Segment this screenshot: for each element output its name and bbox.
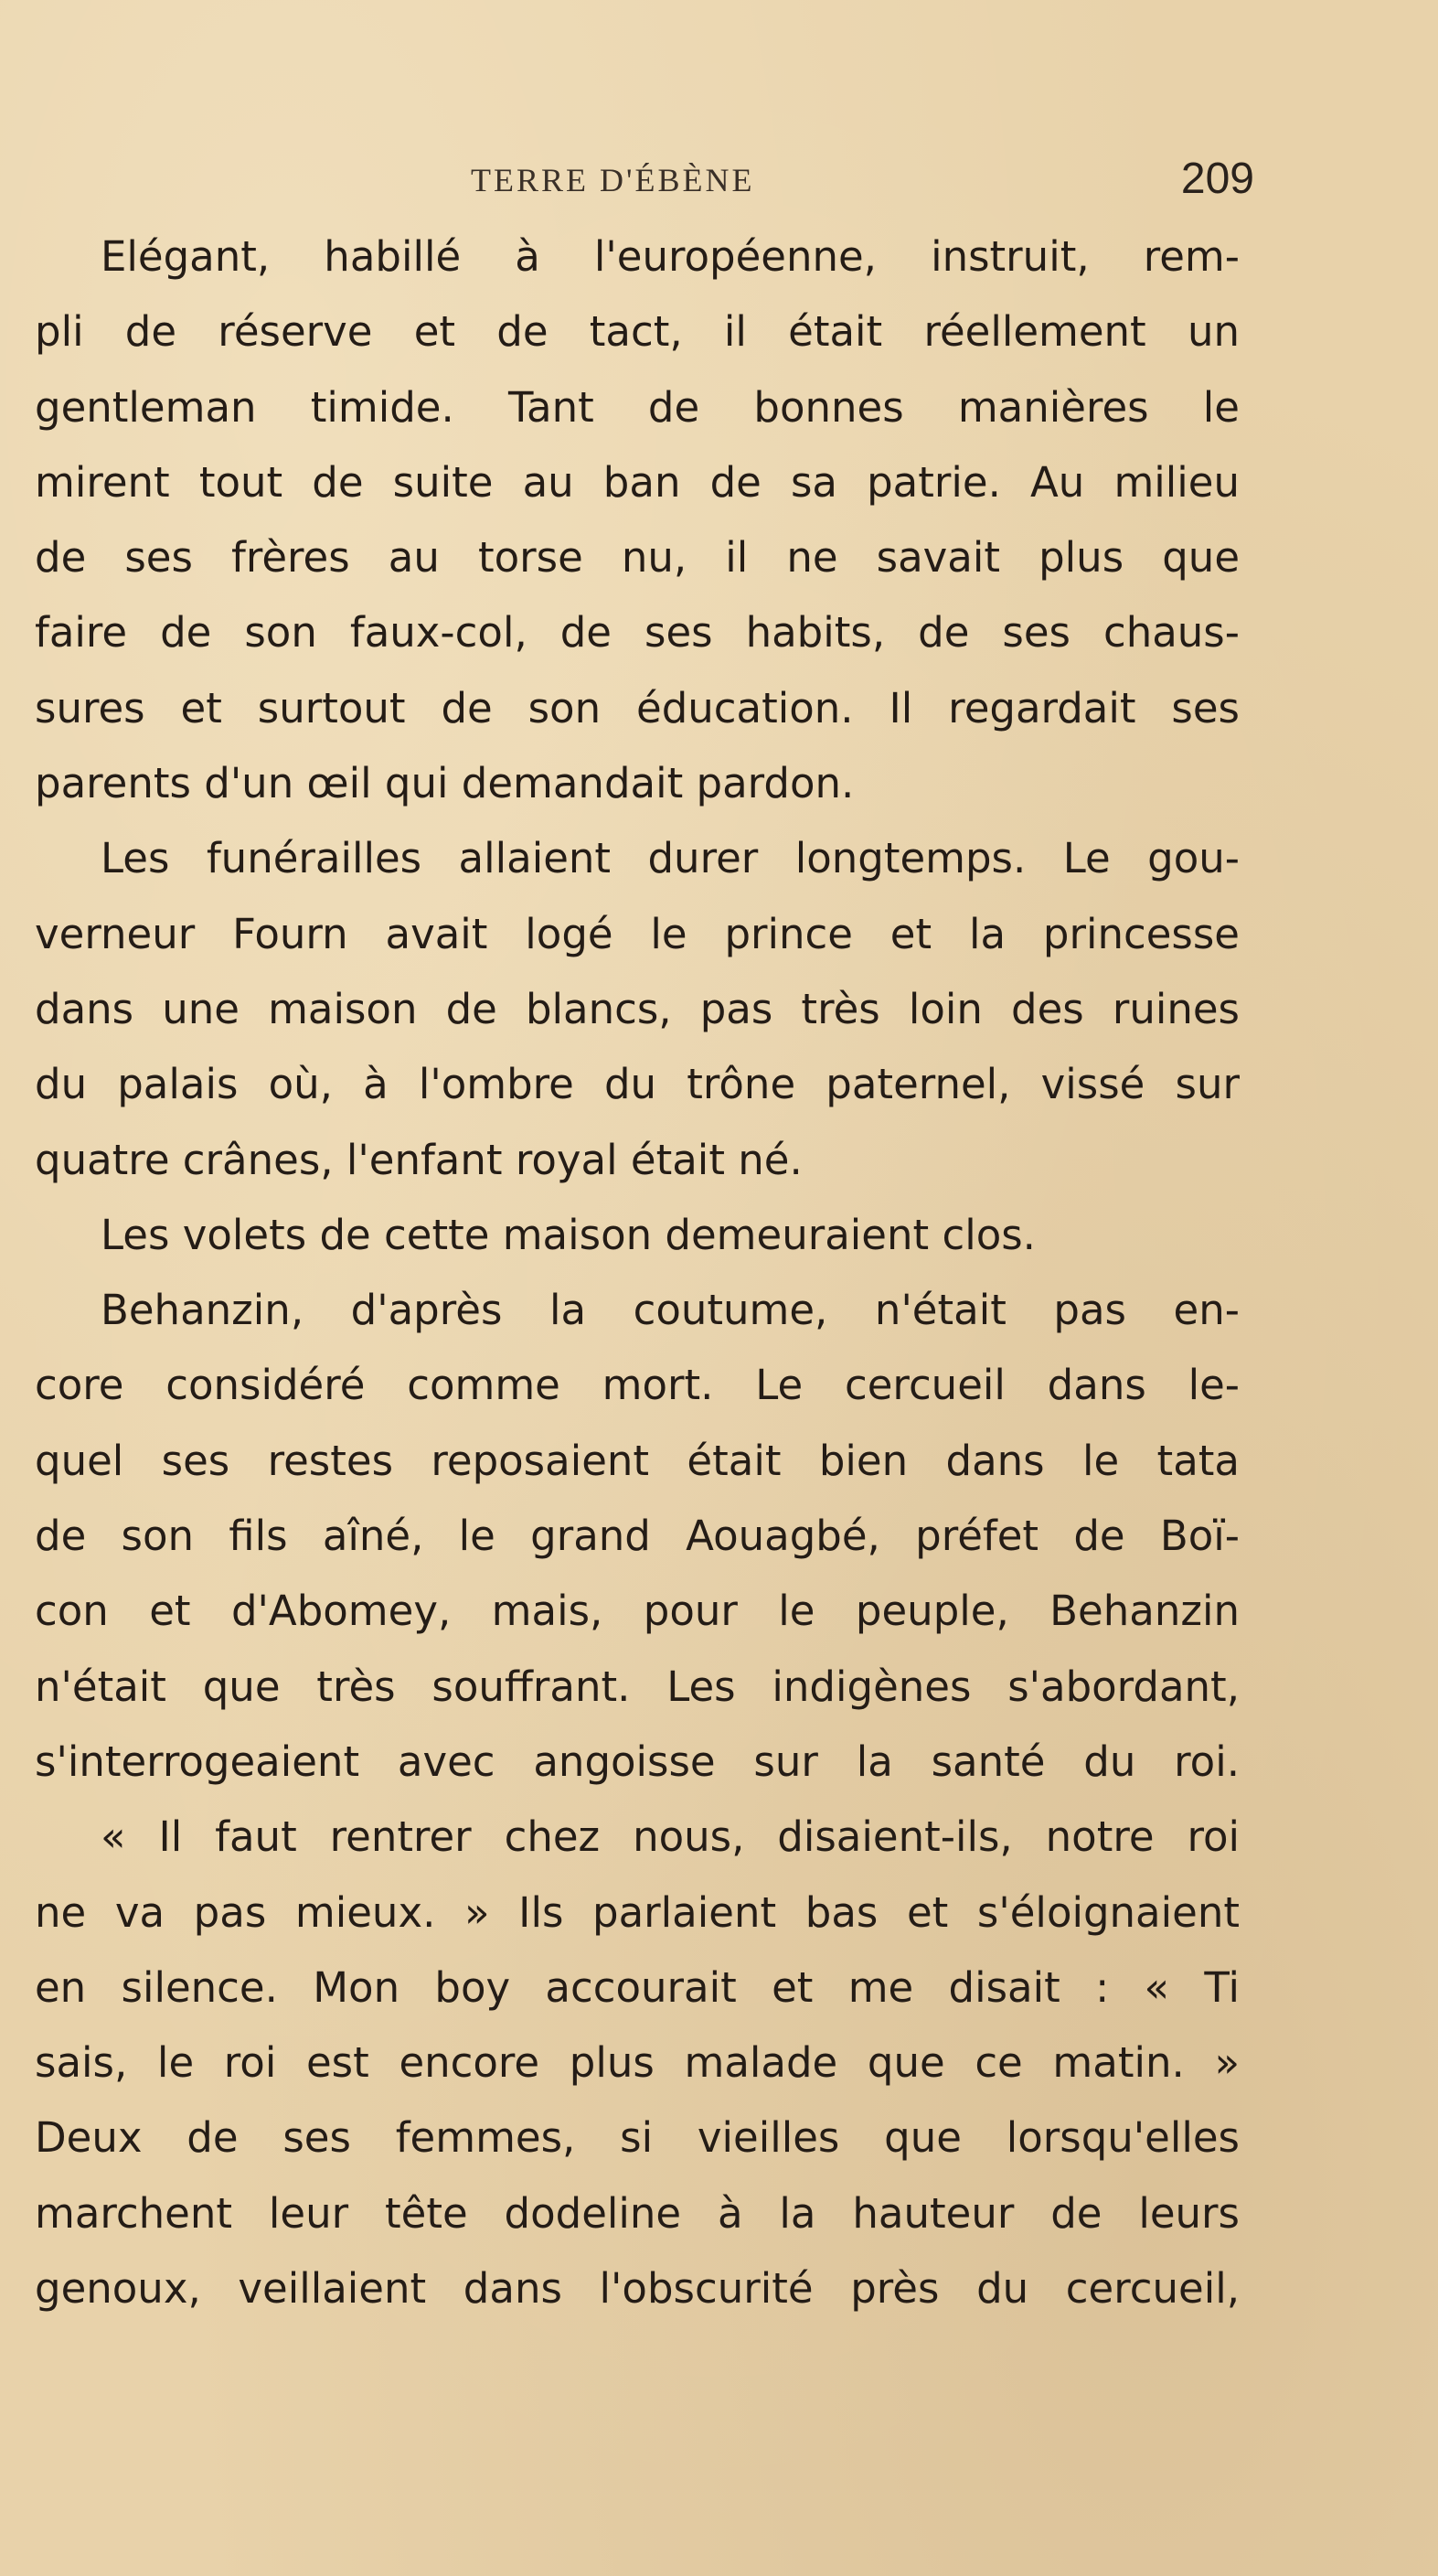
- text-line: en silence. Mon boy accourait et me disait : « Ti: [35, 1962, 1240, 2012]
- text-line: sais, le roi est encore plus malade que ce matin. »: [35, 2038, 1240, 2088]
- text-line: du palais où, à l'ombre du trône paternel, vissé sur: [35, 1060, 1240, 1109]
- text-line: n'était que très souffrant. Les indigènes s'abordant,: [35, 1662, 1240, 1711]
- text-line: Elégant, habillé à l'européenne, instruit, rem-: [101, 232, 1240, 281]
- body-text: [35, 219, 1240, 2326]
- text-line: Les funérailles allaient durer longtemps. Le gou-: [101, 834, 1240, 883]
- text-line: verneur Fourn avait logé le prince et la princesse: [35, 909, 1240, 958]
- page-number: 209: [1180, 155, 1254, 203]
- text-line: quel ses restes reposaient était bien dans le tata: [35, 1436, 1240, 1485]
- text-line: Deux de ses femmes, si vieilles que lorsqu'elles: [35, 2113, 1240, 2163]
- text-line: « Il faut rentrer chez nous, disaient-ils, notre roi: [101, 1812, 1240, 1862]
- text-line: core considéré comme mort. Le cercueil dans le-: [35, 1361, 1240, 1410]
- text-line: con et d'Abomey, mais, pour le peuple, Behanzin: [35, 1587, 1240, 1636]
- text-line: pli de réserve et de tact, il était réellement un: [35, 307, 1240, 357]
- text-line: quatre crânes, l'enfant royal était né.: [35, 1135, 803, 1184]
- text-line: dans une maison de blancs, pas très loin des ruines: [35, 984, 1240, 1033]
- text-line: marchent leur tête dodeline à la hauteur de leurs: [35, 2188, 1240, 2238]
- text-line: Les volets de cette maison demeuraient clos.: [101, 1210, 1036, 1259]
- running-title: TERRE D'ÉBÈNE: [471, 162, 755, 198]
- text-line: gentleman timide. Tant de bonnes manières le: [35, 382, 1240, 432]
- text-line: sures et surtout de son éducation. Il regardait ses: [35, 683, 1240, 732]
- text-line: Behanzin, d'après la coutume, n'était pas en-: [101, 1286, 1240, 1335]
- text-line: genoux, veillaient dans l'obscurité près du cercueil,: [35, 2264, 1240, 2314]
- text-line: mirent tout de suite au ban de sa patrie. Au milieu: [35, 457, 1240, 507]
- text-line: faire de son faux-col, de ses habits, de ses chaus-: [35, 608, 1240, 657]
- text-line: ne va pas mieux. » Ils parlaient bas et s'éloignaient: [35, 1887, 1240, 1937]
- text-line: parents d'un œil qui demandait pardon.: [35, 759, 855, 808]
- text-line: s'interrogeaient avec angoisse sur la santé du roi.: [35, 1737, 1240, 1786]
- page-header: [37, 154, 1254, 208]
- text-line: de son fils aîné, le grand Aouagbé, préfet de Boï-: [35, 1512, 1240, 1561]
- text-line: de ses frères au torse nu, il ne savait plus que: [35, 533, 1240, 583]
